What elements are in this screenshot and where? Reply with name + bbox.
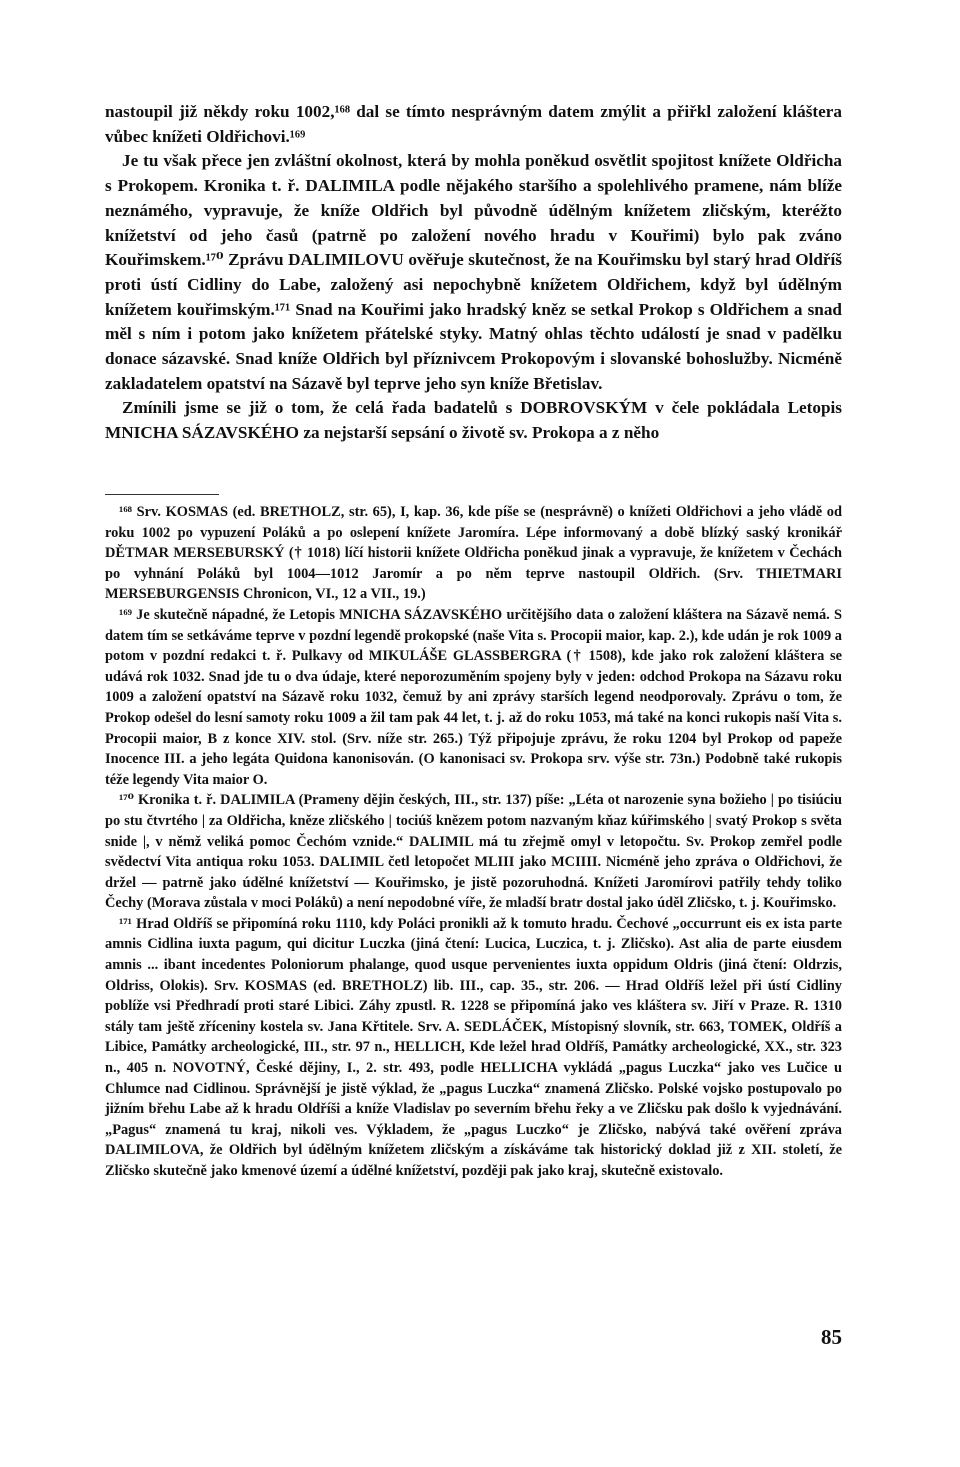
page-number: 85 [821,1325,842,1349]
footnote-170: ¹⁷⁰ Kronika t. ř. DALIMILA (Prameny dějin českých, III., str. 137) píše: „Léta ot narozenie syna božieho | po tisiúciu po stu čtvrtého | za Oldřicha, kněze zličského | tociúš knězem potom nazvaným kňaz kúřimského | svatý Prokop s světa snide |, v němž veliká pomoc Čechóm vznide.“ DALIMIL má tu zřejmě omyl v letopočtu. Sv. Prokop zemřel podle svědectví Vita antiqua roku 1053. DALIMIL četl letopočet MLIII jako MCIIII. Nicméně jeho zpráva o Oldřichovi, že držel — patrně jako údělné knížetství — Kouřimsko, je jistě pozoruhodná. Knížeti Jaromírovi patřily tehdy toliko Čechy (Morava zůstala v moci Poláků) a není nepodobné víře, že mladší bratr dostal jako úděl Zličsko, t. j. Kouřimsko. [105,792,842,912]
footnotes [105,502,842,1182]
footnote-171: ¹⁷¹ Hrad Oldříš se připomíná roku 1110, kdy Poláci pronikli až k tomuto hradu. Čechové „occurrunt eis ex ista parte amnis Cidlina iuxta pagum, qui dicitur Luczka (jiná čtení: Lucica, Luczica, t. j. Zličsko). Ast alia de parte eiusdem amnis ... ibant incedentes Poloniorum phalange, quod usque pervenientes iuxta oppidum Oldris (jiná čtení: Oldrzis, Oldriss, Olokis). Srv. KOSMAS (ed. BRETHOLZ) lib. III., cap. 35., str. 206. — Hrad Oldříš ležel při ústí Cidliny poblíže vsi Předhradí proti staré Libici. Záhy zpustl. R. 1228 se připomíná jako ves kláštera sv. Jiří v Praze. R. 1310 stály tam ještě zříceniny kostela sv. Jana Křtitele. Srv. A. SEDLÁČEK, Místopisný slovník, str. 663, TOMEK, Oldříš a Libice, Památky archeologické, III., str. 97 n., HELLICH, Kde ležel hrad Oldříš, Památky archeologické, XX., str. 323 n., 405 n. NOVOTNÝ, České dějiny, I., 2. str. 493, podle HELLICHA vykládá „pagus Luczka“ jako ves Lučice u Chlumce nad Cidlinou. Správnější je jistě výklad, že „pagus Luczka“ znamená Zličsko. Polské vojsko postupovalo po jižním břehu Labe až k hradu Oldříši a kníže Vladislav po severním břehu řeky a ve Zličsku pak došlo k vyjednávání. „Pagus“ znamená tu kraj, nikoli ves. Výkladem, že „pagus Luczko“ je Zličsko, nabývá také ověření zpráva DALIMILOVA, že Oldřich byl údělným knížetem zličským a získáváme tak historický doklad již z XII. století, že Zličsko skutečně jako kmenové území a údělné knížetství, později pak jako kraj, skutečně existovalo. [105,915,842,1179]
main-text [105,100,842,446]
paragraph: Je tu však přece jen zvláštní okolnost, která by mohla poněkud osvětlit spojitost knížete Oldřicha s Prokopem. Kronika t. ř. DALIMILA podle nějakého staršího a spolehlivého pramene, nám blíže neznámého, vypravuje, že kníže Oldřich byl původně údělným knížetem zličským, kteréžto knížetství od jeho časů (patrně po založení nového hradu v Kouřimi) bylo pak zváno Kouřimskem.¹⁷⁰ Zprávu DALIMILOVU ověřuje skutečnost, že na Kouřimsku byl starý hrad Oldříš proti ústí Cidliny do Labe, založený asi nepochybně knížetem Oldřichem, když byl údělným knížetem kouřimským.¹⁷¹ Snad na Kouřimi jako hradský kněz se setkal Prokop s Oldřichem a snad měl s ním i potom jako knížetem přátelské styky. Matný ohlas těchto událostí je snad v padělku donace sázavské. Snad kníže Oldřich byl příznivcem Prokopovým i slovanské bohoslužby. Nicméně zakladatelem opatství na Sázavě byl teprve jeho syn kníže Břetislav. [105,151,842,393]
footnote-168: ¹⁶⁸ Srv. KOSMAS (ed. BRETHOLZ, str. 65), I, kap. 36, kde píše se (nesprávně) o knížeti Oldřichovi a jeho vládě od roku 1002 po vypuzení Poláků a po oslepení knížete Jaromíra. Lépe informovaný a době blízký saský kronikář DĚTMAR MERSEBURSKÝ († 1018) líčí historii knížete Oldřicha poněkud jinak a vypravuje, že knížetem v Čechách po vyhnání Poláků byl 1004—1012 Jaromír a po něm teprve nastoupil Oldřich. (Srv. THIETMARI MERSEBURGENSIS Chronicon, VI., 12 a VII., 19.) [105,504,842,603]
footnote-separator [105,494,219,495]
paragraph: Zmínili jsme se již o tom, že celá řada badatelů s DOBROVSKÝM v čele pokládala Letopis MNICHA SÁZAVSKÉHO za nejstarší sepsání o životě sv. Prokopa a z něho [105,398,842,443]
paragraph: nastoupil již někdy roku 1002,¹⁶⁸ dal se tímto nesprávným datem zmýlit a přiřkl založení kláštera vůbec knížeti Oldřichovi.¹⁶⁹ [105,102,842,146]
footnote-169: ¹⁶⁹ Je skutečně nápadné, že Letopis MNICHA SÁZAVSKÉHO určitějšího data o založení kláštera na Sázavě nemá. S datem tím se setkáváme teprve v pozdní legendě prokopské (naše Vita s. Procopii maior, kap. 2.), kde udán je rok 1009 a potom v pozdní redakci t. ř. Pulkavy od MIKULÁŠE GLASSBERGRA († 1508), kde jako rok založení kláštera se udává rok 1032. Snad jde tu o dva údaje, které neporozuměním spojeny byly v jeden: odchod Prokopa na Sázavu roku 1009 a založení opatství na Sázavě roku 1032, čemuž by ani zprávy starších legend neodporovaly. Zprávu o tom, že Prokop odešel do lesní samoty roku 1009 a žil tam pak 44 let, t. j. až do roku 1053, má také na konci rukopis naší Vita s. Procopii maior, B z konce XIV. stol. (Srv. níže str. 265.) Týž připojuje zprávu, že roku 1204 byl Prokop od papeže Inocence III. a jeho legáta Quidona kanonisován. (O kanonisaci sv. Prokopa srv. výše str. 73n.) Podobně také rukopis téže legendy Vita maior O. [105,606,842,788]
